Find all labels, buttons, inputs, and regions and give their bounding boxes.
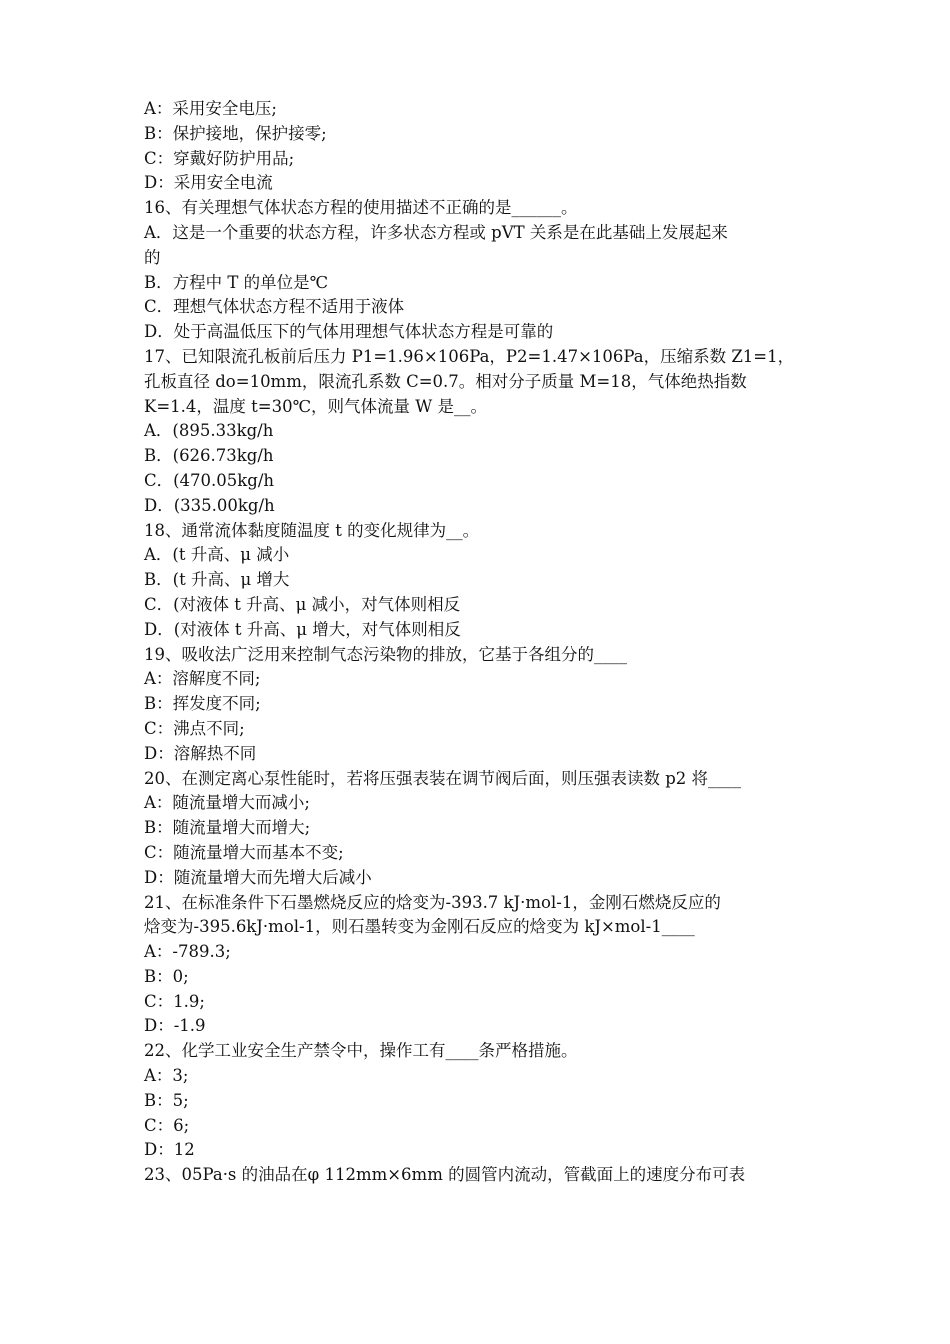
text-line: K=1.4，温度 t=30℃，则气体流量 W 是__。 xyxy=(144,396,487,416)
question-19: 19、吸收法广泛用来控制气态污染物的排放，它基于各组分的____ xyxy=(144,644,627,664)
question-16: 16、有关理想气体状态方程的使用描述不正确的是______。 xyxy=(144,198,578,218)
question-22: 22、化学工业安全生产禁令中，操作工有____条严格措施。 xyxy=(144,1041,578,1061)
text-line: B：随流量增大而增大; xyxy=(144,818,311,838)
text-line: A．(895.33kg/h xyxy=(144,421,274,441)
text-line: A：随流量增大而减小; xyxy=(144,793,310,813)
text-line: D：采用安全电流 xyxy=(144,173,273,193)
text-line: B．(t 升高、μ 增大 xyxy=(144,570,290,590)
text-line: C．(470.05kg/h xyxy=(144,470,275,490)
question-20: 20、在测定离心泵性能时，若将压强表装在调节阀后面，则压强表读数 p2 将____ xyxy=(144,768,742,788)
text-line: C：穿戴好防护用品; xyxy=(144,148,295,168)
text-line: B：保护接地，保护接零; xyxy=(144,123,327,143)
text-line: D．(对液体 t 升高、μ 增大，对气体则相反 xyxy=(144,619,461,639)
text-line: B．(626.73kg/h xyxy=(144,446,274,466)
text-line: A．(t 升高、μ 减小 xyxy=(144,545,290,565)
text-line: 焓变为-395.6kJ·mol-1，则石墨转变为金刚石反应的焓变为 kJ×mol-1____ xyxy=(144,917,695,937)
text-line: D：溶解热不同 xyxy=(144,743,257,763)
text-line: D：随流量增大而先增大后减小 xyxy=(144,867,372,887)
text-line: D：12 xyxy=(144,1140,195,1160)
text-line: C：6; xyxy=(144,1115,190,1135)
text-line: 孔板直径 do=10mm，限流孔系数 C=0.7。相对分子质量 M=18，气体绝热指数 xyxy=(144,371,747,391)
text-line: A：-789.3; xyxy=(144,942,231,962)
text-line: C：沸点不同; xyxy=(144,718,245,738)
question-17: 17、已知限流孔板前后压力 P1=1.96×106Pa，P2=1.47×106Pa，压缩系数 Z1=1， xyxy=(144,346,795,366)
question-23: 23、05Pa·s 的油品在φ 112mm×6mm 的圆管内流动，管截面上的速度分布可表 xyxy=(144,1165,746,1185)
text-line: B：0; xyxy=(144,966,189,986)
text-line: B：挥发度不同; xyxy=(144,694,261,714)
text-line: C：1.9; xyxy=(144,991,205,1011)
text-line: D．处于高温低压下的气体用理想气体状态方程是可靠的 xyxy=(144,322,554,342)
text-line: A．这是一个重要的状态方程，许多状态方程或 pVT 关系是在此基础上发展起来 xyxy=(144,222,728,242)
text-line: B：5; xyxy=(144,1090,189,1110)
text-line: C：随流量增大而基本不变; xyxy=(144,842,344,862)
text-line: D：-1.9 xyxy=(144,1016,206,1036)
text-line: B．方程中 T 的单位是℃ xyxy=(144,272,329,292)
text-line: A：溶解度不同; xyxy=(144,669,261,689)
text-line: D．(335.00kg/h xyxy=(144,495,275,515)
text-line: C．理想气体状态方程不适用于液体 xyxy=(144,297,405,317)
text-line: A：3; xyxy=(144,1066,189,1086)
question-21: 21、在标准条件下石墨燃烧反应的焓变为-393.7 kJ·mol-1，金刚石燃烧反应的 xyxy=(144,892,721,912)
text-line: 的 xyxy=(144,247,161,267)
text-line: A：采用安全电压; xyxy=(144,99,277,118)
document-body xyxy=(144,97,810,1188)
question-18: 18、通常流体黏度随温度 t 的变化规律为__。 xyxy=(144,520,480,540)
text-line: C．(对液体 t 升高、μ 减小，对气体则相反 xyxy=(144,594,461,614)
